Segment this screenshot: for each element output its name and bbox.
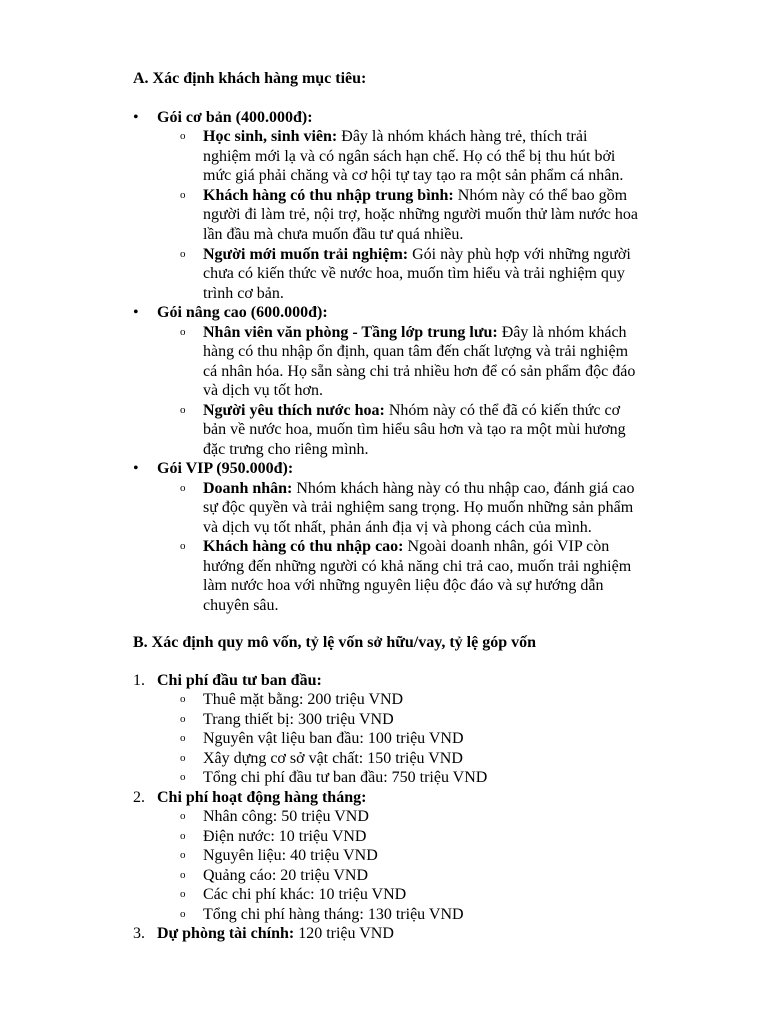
list-number: 2. bbox=[133, 789, 145, 806]
circle-bullet-icon bbox=[180, 827, 186, 847]
list-item: Nhân công: 50 triệu VND bbox=[203, 808, 369, 825]
list-item-text: lần đầu mà chưa muốn đầu tư quá nhiều. bbox=[203, 226, 464, 243]
list-item-text: và dịch vụ tốt nhất, phản ánh địa vị và phong cách của mình. bbox=[203, 519, 592, 536]
circle-bullet-icon bbox=[180, 807, 186, 827]
bullet-icon bbox=[133, 108, 143, 128]
circle-bullet-icon bbox=[180, 905, 186, 925]
list-item-text: và dịch vụ tốt hơn. bbox=[203, 382, 323, 399]
list-item-text: người đi làm trẻ, nội trợ, hoặc những người muốn thử làm nước hoa bbox=[203, 206, 638, 223]
circle-bullet-icon bbox=[180, 537, 186, 557]
cost-group-initial: Chi phí đầu tư ban đầu: bbox=[157, 672, 322, 689]
list-item: Nguyên liệu: 40 triệu VND bbox=[203, 847, 378, 864]
circle-bullet-icon bbox=[180, 846, 186, 866]
list-item-text: hàng có thu nhập ổn định, quan tâm đến chất lượng và trải nghiệm bbox=[203, 343, 629, 360]
list-item: Doanh nhân: Nhóm khách hàng này có thu nhập cao, đánh giá cao bbox=[203, 480, 635, 497]
list-item: Điện nước: 10 triệu VND bbox=[203, 828, 367, 845]
section-a-title: A. Xác định khách hàng mục tiêu: bbox=[133, 70, 367, 87]
list-number: 3. bbox=[133, 925, 145, 942]
list-item-text: chuyên sâu. bbox=[203, 597, 279, 614]
list-item: Quảng cáo: 20 triệu VND bbox=[203, 867, 368, 884]
list-item: Học sinh, sinh viên: Đây là nhóm khách hàng trẻ, thích trải bbox=[203, 128, 588, 145]
circle-bullet-icon bbox=[180, 749, 186, 769]
circle-bullet-icon bbox=[180, 479, 186, 499]
circle-bullet-icon bbox=[180, 710, 186, 730]
list-number: 1. bbox=[133, 672, 145, 689]
list-item: Nguyên vật liệu ban đầu: 100 triệu VND bbox=[203, 730, 464, 747]
circle-bullet-icon bbox=[180, 885, 186, 905]
list-item: Tổng chi phí hàng tháng: 130 triệu VND bbox=[203, 906, 464, 923]
circle-bullet-icon bbox=[180, 401, 186, 421]
list-item: Các chi phí khác: 10 triệu VND bbox=[203, 886, 407, 903]
bullet-icon bbox=[133, 303, 143, 323]
circle-bullet-icon bbox=[180, 729, 186, 749]
list-item-text: sự độc quyền và trải nghiệm sang trọng. Họ muốn những sản phẩm bbox=[203, 499, 634, 516]
list-item: Nhân viên văn phòng - Tầng lớp trung lưu: Đây là nhóm khách bbox=[203, 324, 627, 341]
list-item: Xây dựng cơ sở vật chất: 150 triệu VND bbox=[203, 750, 463, 767]
package-vip-label: Gói VIP (950.000đ): bbox=[157, 460, 294, 477]
package-advanced-label: Gói nâng cao (600.000đ): bbox=[157, 304, 328, 321]
circle-bullet-icon bbox=[180, 323, 186, 343]
circle-bullet-icon bbox=[180, 690, 186, 710]
list-item-text: cá nhân hóa. Họ sẵn sàng chi trả nhiều hơn để có sản phẩm độc đáo bbox=[203, 363, 636, 380]
list-item-text: hướng đến những người có khả năng chi trả cao, muốn trải nghiệm bbox=[203, 558, 632, 575]
list-item: Người mới muốn trải nghiệm: Gói này phù hợp với những người bbox=[203, 246, 631, 263]
package-basic-label: Gói cơ bản (400.000đ): bbox=[157, 109, 313, 126]
circle-bullet-icon bbox=[180, 186, 186, 206]
list-item: Tổng chi phí đầu tư ban đầu: 750 triệu VND bbox=[203, 769, 488, 786]
list-item-text: nghiệm mới lạ và có ngân sách hạn chế. Họ có thể bị thu hút bởi bbox=[203, 148, 616, 165]
list-item-text: chưa có kiến thức về nước hoa, muốn tìm hiểu và trải nghiệm quy bbox=[203, 265, 625, 282]
list-item: Thuê mặt bằng: 200 triệu VND bbox=[203, 691, 404, 708]
cost-group-monthly: Chi phí hoạt động hàng tháng: bbox=[157, 789, 367, 806]
list-item: Người yêu thích nước hoa: Nhóm này có thể đã có kiến thức cơ bbox=[203, 402, 621, 419]
circle-bullet-icon bbox=[180, 866, 186, 886]
circle-bullet-icon bbox=[180, 768, 186, 788]
list-item: Khách hàng có thu nhập trung bình: Nhóm này có thể bao gồm bbox=[203, 187, 628, 204]
section-b-title: B. Xác định quy mô vốn, tỷ lệ vốn sở hữu/vay, tỷ lệ góp vốn bbox=[133, 634, 536, 651]
list-item-text: đặc trưng cho riêng mình. bbox=[203, 441, 369, 458]
list-item-text: làm nước hoa với những nguyên liệu độc đáo và sự hướng dẫn bbox=[203, 577, 604, 594]
list-item-text: trình cơ bản. bbox=[203, 285, 284, 302]
circle-bullet-icon bbox=[180, 127, 186, 147]
circle-bullet-icon bbox=[180, 245, 186, 265]
list-item-text: mức giá phải chăng và cơ hội tự tay tạo ra một sản phẩm cá nhân. bbox=[203, 167, 624, 184]
list-item: Khách hàng có thu nhập cao: Ngoài doanh nhân, gói VIP còn bbox=[203, 538, 610, 555]
cost-group-reserve: Dự phòng tài chính: 120 triệu VND bbox=[157, 925, 394, 942]
list-item-text: bản về nước hoa, muốn tìm hiểu sâu hơn và tạo ra một mùi hương bbox=[203, 421, 626, 438]
bullet-icon bbox=[133, 459, 143, 479]
list-item: Trang thiết bị: 300 triệu VND bbox=[203, 711, 394, 728]
